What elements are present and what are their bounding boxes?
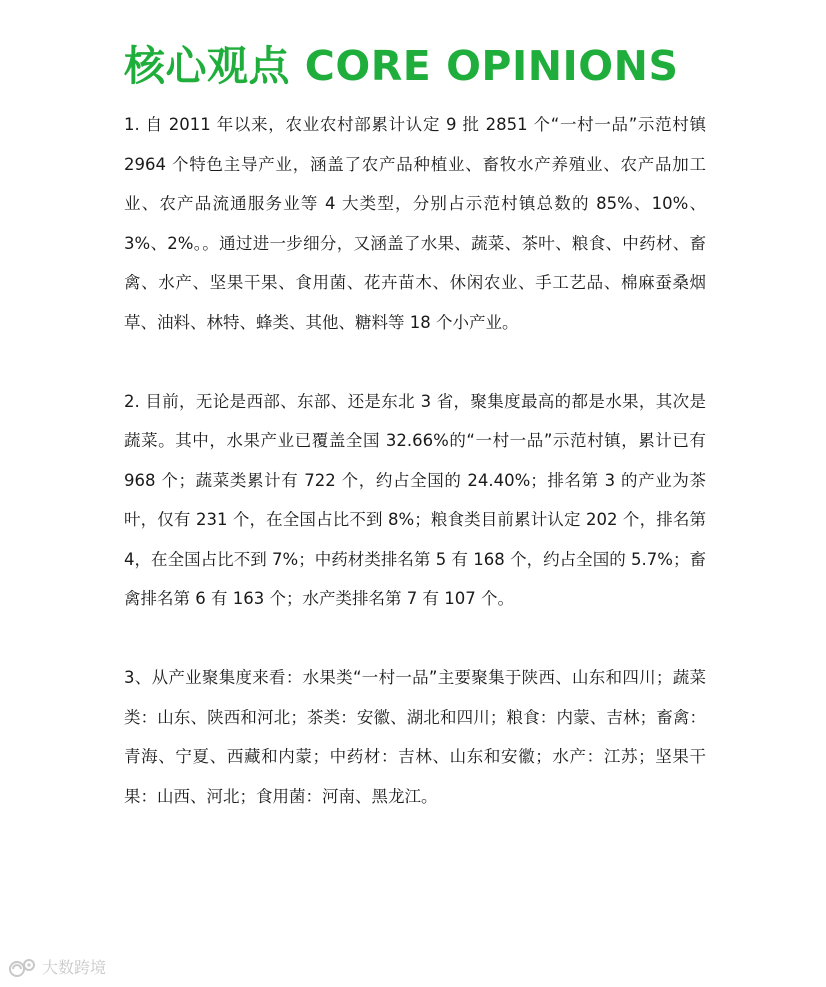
- page-title: 核心观点 CORE OPINIONS: [124, 42, 679, 90]
- opinion-paragraph-3: 3、从产业聚集度来看：水果类“一村一品”主要聚集于陕西、山东和四川；蔬菜类：山东、陕西和河北；茶类：安徽、湖北和四川；粮食：内蒙、吉林；畜禽：青海、宁夏、西藏和内蒙；中药材：吉林、山东和安徽；水产：江苏；坚果干果：山西、河北；食用菌：河南、黑龙江。: [124, 668, 706, 806]
- watermark: [8, 956, 106, 980]
- brand-logo-icon: [8, 956, 38, 980]
- opinion-paragraph-2: 2. 目前，无论是西部、东部、还是东北 3 省，聚集度最高的都是水果，其次是蔬菜。其中，水果产业已覆盖全国 32.66%的“一村一品”示范村镇，累计已有 968 个；蔬菜类累计有 722 个，约占全国的 24.40%；排名第 3 的产业为茶叶，仅有 231 个，在全国占比不到 8%；粮食类目前累计认定 202 个，排名第 4，在全国占比不到 7%；中药材类排名第 5 有 168 个，约占全国的 5.7%；畜禽排名第 6 有 163 个；水产类排名第 7 有 107 个。: [124, 391, 706, 608]
- opinion-paragraph-1: 1. 自 2011 年以来，农业农村部累计认定 9 批 2851 个“一村一品”示范村镇 2964 个特色主导产业，涵盖了农产品种植业、畜牧水产养殖业、农产品加工业、农产品流通服务业等 4 大类型，分别占示范村镇总数的 85%、10%、3%、2%。。通过进一步细分，又涵盖了水果、蔬菜、茶叶、粮食、中药材、畜禽、水产、坚果干果、食用菌、花卉苗木、休闲农业、手工艺品、棉麻蚕桑烟草、油料、林特、蜂类、其他、糖料等 18 个小产业。: [124, 115, 706, 332]
- core-opinions-body: [124, 105, 706, 816]
- watermark-text: 大数跨境: [42, 958, 107, 977]
